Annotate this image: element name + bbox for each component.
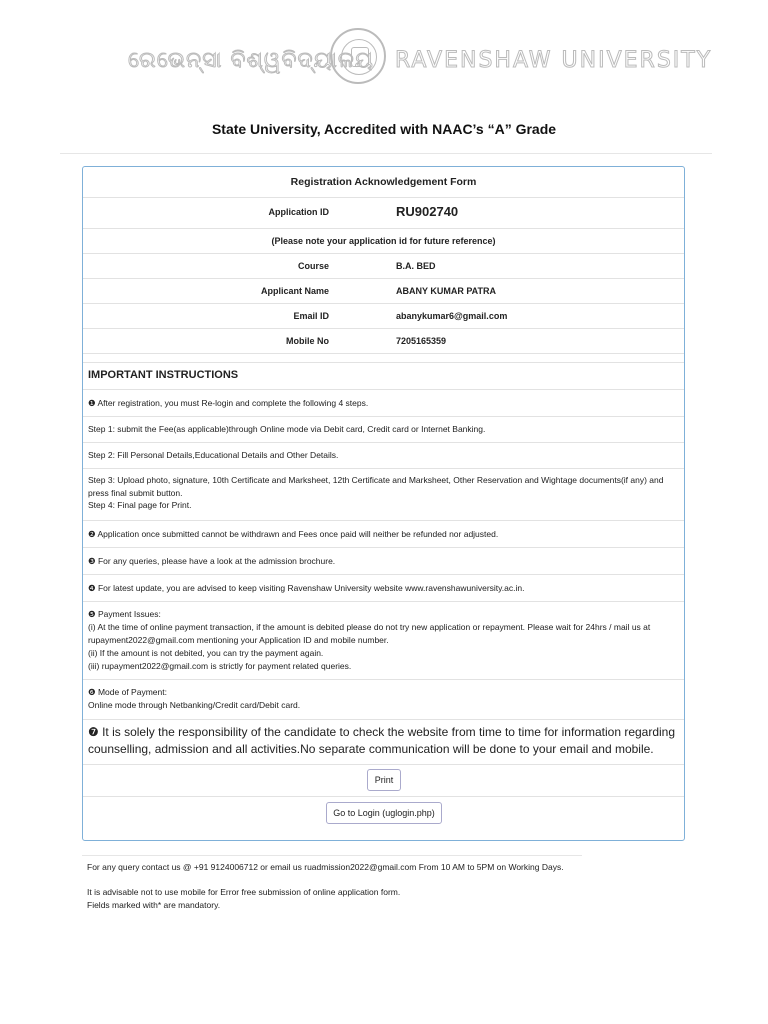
- footer-advice: It is advisable not to use mobile for Error free submission of online application form.: [87, 887, 401, 897]
- applicant-name-label: Applicant Name: [260, 286, 329, 296]
- step-4: Step 4: Final page for Print.: [88, 500, 192, 510]
- instruction-1: ❶ After registration, you must Re-login and complete the following 4 steps.: [88, 398, 369, 408]
- form-title: Registration Acknowledgement Form: [83, 167, 684, 198]
- footer-contact: For any query contact us @ +91 9124006712 or email us ruadmission2022@gmail.com From 10 AM to 5PM on Working Days.: [87, 862, 564, 872]
- instruction-6-row: [83, 680, 684, 720]
- email-row: [83, 304, 684, 329]
- email-label: Email ID: [293, 311, 329, 321]
- application-id-value: RU902740: [396, 204, 459, 219]
- accreditation-subtitle: State University, Accredited with NAAC’s “A” Grade: [211, 121, 557, 137]
- university-name-odia: ରେଭେନ୍ସା ବିଶ୍ୱବିଦ୍ୟାଳୟ: [128, 48, 374, 73]
- course-label: Course: [297, 261, 329, 271]
- step-3: Step 3: Upload photo, signature, 10th Certificate and Marksheet, 12th Certificate and Marksheet, Other Reservation and Wightage documents(if any) and press final submit button.: [88, 475, 664, 498]
- mobile-row: [83, 329, 684, 354]
- instruction-4: ❹ For latest update, you are advised to keep visiting Ravenshaw University website www.ravenshawuniversity.ac.in.: [88, 583, 525, 593]
- instruction-4-row: [83, 575, 684, 602]
- instruction-5-b: (ii) If the amount is not debited, you can try the payment again.: [88, 648, 324, 658]
- instruction-1-row: [83, 390, 684, 417]
- university-name-english: RAVENSHAW UNIVERSITY: [395, 48, 713, 73]
- mobile-label: Mobile No: [286, 336, 329, 346]
- course-value: B.A. BED: [396, 261, 436, 271]
- university-header: [0, 20, 768, 100]
- print-button[interactable]: Print: [367, 769, 401, 791]
- instruction-3: ❸ For any queries, please have a look at the admission brochure.: [88, 556, 336, 566]
- applicant-name-value: ABANY KUMAR PATRA: [396, 286, 496, 296]
- instruction-5-c: (iii) rupayment2022@gmail.com is strictly for payment related queries.: [88, 661, 352, 671]
- instructions-heading: IMPORTANT INSTRUCTIONS: [88, 369, 239, 381]
- mobile-value: 7205165359: [396, 336, 447, 346]
- application-id-label: Application ID: [268, 207, 329, 217]
- step-1-row: [83, 417, 684, 443]
- print-row: [83, 765, 684, 797]
- instruction-6-text: Online mode through Netbanking/Credit card/Debit card.: [88, 700, 301, 710]
- step-2-row: [83, 443, 684, 469]
- application-id-row: [83, 198, 684, 229]
- instruction-3-row: [83, 548, 684, 575]
- go-to-login-button[interactable]: Go to Login (uglogin.php): [326, 802, 442, 824]
- footer-mandatory: Fields marked with* are mandatory.: [87, 900, 221, 910]
- step-1: Step 1: submit the Fee(as applicable)through Online mode via Debit card, Credit card or Internet Banking.: [88, 424, 486, 434]
- spacer-row: [83, 354, 684, 363]
- course-row: [83, 254, 684, 279]
- step-3-4-row: [83, 469, 684, 521]
- instruction-5-a: (i) At the time of online payment transaction, if the amount is debited please do not try new application or repayment. Please wait for 24hrs / mail us at rupayment2022@gmail.com mentioning your Application ID and mobile number.: [88, 622, 651, 645]
- instruction-2-row: [83, 521, 684, 548]
- login-row: [83, 797, 684, 841]
- instruction-6-title: ❻ Mode of Payment:: [88, 687, 167, 697]
- applicant-name-row: [83, 279, 684, 304]
- instruction-7-row: [83, 720, 684, 765]
- footer-divider: [82, 855, 582, 856]
- instruction-5-title: ❺ Payment Issues:: [88, 609, 161, 619]
- instruction-7: ❼ It is solely the responsibility of the candidate to check the website from time to time for information regarding counselling, admission and all activities.No separate communication will be done to your email and mobile.: [88, 725, 676, 756]
- university-seal-icon: [330, 28, 386, 84]
- acknowledgement-form: [82, 166, 685, 841]
- instructions-heading-row: [83, 363, 684, 390]
- divider: [60, 153, 712, 154]
- step-2: Step 2: Fill Personal Details,Educational Details and Other Details.: [88, 450, 339, 460]
- instruction-2: ❷ Application once submitted cannot be withdrawn and Fees once paid will neither be refunded nor adjusted.: [88, 529, 499, 539]
- application-id-note: (Please note your application id for future reference): [83, 229, 684, 254]
- instruction-5-row: [83, 602, 684, 680]
- email-value: abanykumar6@gmail.com: [396, 311, 508, 321]
